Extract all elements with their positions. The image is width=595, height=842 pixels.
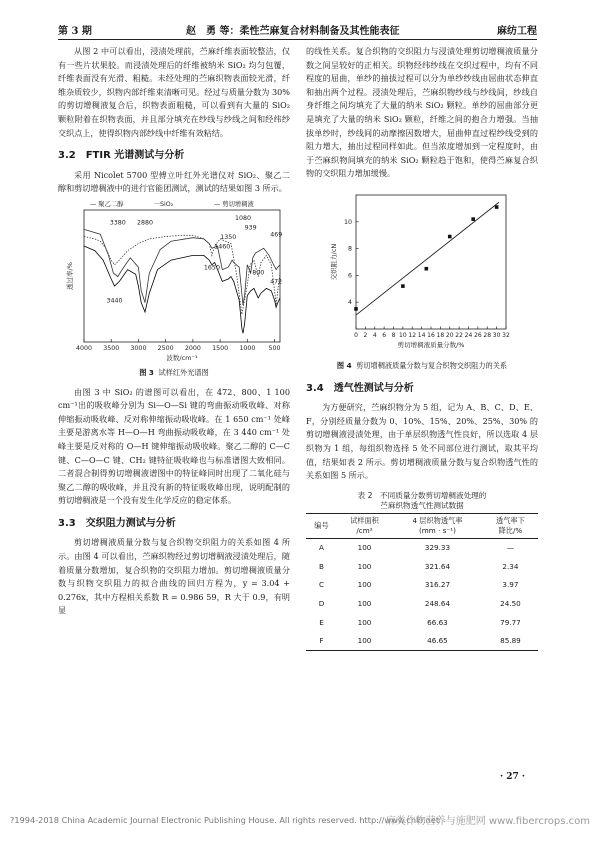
peak-label: 3440 xyxy=(106,297,123,305)
x-tick-label: 2000 xyxy=(184,344,201,352)
peak-label: 1460 xyxy=(214,243,231,251)
figure-3-title: 试样红外光谱图 xyxy=(158,367,209,377)
peak-label: 469 xyxy=(270,231,283,239)
table-cell: 24.50 xyxy=(500,598,521,608)
paragraph-ftir-method: 采用 Nicolet 5700 型傅立叶红外光谱仪对 SiO₂、聚乙二醇和剪切增稠液中的进行官能团测试，测试的结果如图 3 所示。 xyxy=(58,169,290,194)
x-tick-label: 8 xyxy=(391,331,396,339)
table-cell: 46.65 xyxy=(392,632,483,651)
table-2-caption-line2: 苎麻织物透气性测试数据 xyxy=(380,500,464,510)
x-axis-label: 剪切增稠液质量分数/% xyxy=(397,340,465,349)
peak-label: 1650 xyxy=(203,264,220,272)
x-tick-label: 30 xyxy=(492,331,501,339)
y-tick-label: 10 xyxy=(343,218,352,226)
y-tick-label: 6 xyxy=(347,272,352,280)
x-tick-label: 4000 xyxy=(75,344,93,352)
series-line xyxy=(84,229,283,305)
x-tick-label: 18 xyxy=(436,331,445,339)
header-area-label: 试样面积 xyxy=(350,515,379,525)
x-tick-label: 26 xyxy=(474,331,482,339)
peak-label: 800 xyxy=(252,269,265,277)
peak-label: 3380 xyxy=(109,219,126,227)
x-tick-label: 16 xyxy=(427,331,435,339)
legend-entry: ···SiO₂ xyxy=(154,200,174,208)
header-permeability-unit: (mm · s⁻¹) xyxy=(419,525,456,535)
page-number: · 27 · xyxy=(500,772,526,782)
figure-3-caption xyxy=(58,366,290,380)
x-axis-label: 波数/cm⁻¹ xyxy=(166,353,198,362)
table-cell: 100 xyxy=(357,543,372,553)
x-tick-label: 0 xyxy=(354,331,358,339)
table-cell: 100 xyxy=(357,580,372,590)
permeability-table-body xyxy=(306,538,538,651)
journal-name: 麻纺工程 xyxy=(497,26,537,37)
plot-frame xyxy=(356,195,506,329)
table-cell: 100 xyxy=(357,598,372,608)
legend-entry: — 剪切增稠液 xyxy=(214,200,254,208)
data-point xyxy=(425,267,429,271)
x-tick-label: 20 xyxy=(445,331,454,339)
data-point xyxy=(354,307,358,311)
peak-label: 939 xyxy=(244,224,257,232)
footer-copyright: ?1994-2018 China Academic Journal Electronic Publishing House. All rights reserved. http://www.cnki.net xyxy=(10,815,440,825)
table-cell: 100 xyxy=(337,632,392,651)
section-heading-permeability: 3.4 透气性测试与分析 xyxy=(306,382,414,394)
header-decrease-unit: 降比/% xyxy=(498,525,523,535)
x-tick-label: 500 xyxy=(268,344,281,352)
x-tick-label: 24 xyxy=(464,331,473,339)
series-line xyxy=(84,246,283,333)
table-cell: F xyxy=(306,632,337,651)
x-tick-label: 22 xyxy=(455,331,463,339)
table-cell: 329.33 xyxy=(424,543,451,553)
table-row xyxy=(306,594,538,613)
ir-spectra-chart xyxy=(58,196,290,364)
right-column xyxy=(306,45,538,651)
y-tick-label: 8 xyxy=(347,245,352,253)
figure-resistance-fit xyxy=(306,189,538,373)
peak-label: 1350 xyxy=(220,233,237,241)
permeability-table xyxy=(306,513,538,652)
x-tick-label: 28 xyxy=(483,331,492,339)
section-heading-ftir: 3.2 FTIR 光谱测试与分析 xyxy=(58,150,185,162)
x-tick-label: 4 xyxy=(372,331,377,339)
resistance-scatter-chart xyxy=(306,189,538,357)
table-row xyxy=(306,613,538,632)
y-tick-label: 4 xyxy=(347,299,352,307)
table-row xyxy=(306,538,538,557)
table-2-caption xyxy=(306,491,538,511)
peak-label: 1080 xyxy=(234,214,251,222)
peak-label: 472 xyxy=(270,278,283,286)
header-article-title: 赵 勇 等：柔性苎麻复合材料制备及其性能表征 xyxy=(186,26,400,37)
table-row xyxy=(306,632,538,651)
x-tick-label: 12 xyxy=(408,331,417,339)
paragraph-interlacing-mechanism: 的线性关系。复合织物的交织阻力与浸渍处理剪切增稠液质量分数之间呈较好的正相关。织物经纬纱线在交织过程中，均有不同程度的屈曲，单纱的抽拔过程可以分为单纱纱线由屈曲状态伸直和抽出两个过程。浸渍处理后，苎麻织物纱线与纱线间，纱线自身纤维之间均填充了大量的纳米 SiO₂ 颗粒。单纱的屈曲部分更是填充了大量的纳米 SiO₂ 颗粒，纤维之间的抱合力增强。当抽拔单纱时，纱线间的动摩擦因数增大，屈曲伸直过程纱线受到的阻力增大，抽出过程同样如此。但当浓度增加到一定程度时，由于苎麻织物间填充的纳米 SiO₂ 颗粒趋于饱和，使得苎麻复合织物的交织阻力增加缓慢。 xyxy=(306,46,538,179)
table-cell: 85.89 xyxy=(483,632,538,651)
issue-number: 第 3 期 xyxy=(58,26,92,37)
table-header-area xyxy=(337,513,392,538)
table-cell: C xyxy=(318,580,324,590)
header-id-label: 编号 xyxy=(314,520,329,530)
data-point xyxy=(448,235,452,239)
table-cell: A xyxy=(319,543,324,553)
left-column xyxy=(58,45,290,618)
table-cell: 79.77 xyxy=(500,617,521,627)
x-tick-label: 32 xyxy=(502,331,510,339)
regression-line xyxy=(356,202,499,315)
page-footer xyxy=(10,815,590,825)
figure-4-title: 剪切增稠液质量分数与复合织物交织阻力的关系 xyxy=(356,360,508,370)
table-cell: 100 xyxy=(357,617,372,627)
y-axis-label: 交织阻力/cN xyxy=(330,243,338,281)
header-rule xyxy=(58,39,537,40)
header-permeability-label: 4 层织物透气率 xyxy=(412,515,463,525)
y-axis-label: 透过率/% xyxy=(66,262,74,290)
figure-4-number: 图 4 xyxy=(336,360,352,370)
x-tick-label: 14 xyxy=(417,331,426,339)
table-cell: E xyxy=(319,617,324,627)
table-cell: — xyxy=(506,543,515,553)
table-cell: 316.27 xyxy=(424,580,451,590)
x-tick-label: 1500 xyxy=(212,344,229,352)
table-header-id xyxy=(306,513,337,538)
header-decrease-label: 透气率下 xyxy=(496,515,525,525)
figure-ir-spectra xyxy=(58,196,290,380)
legend-entry: — 聚乙二醇 xyxy=(90,200,124,208)
data-point xyxy=(495,205,499,209)
paragraph-interlacing-resistance: 剪切增稠液质量分数与复合织物交织阻力的关系如图 4 所示。由图 4 可以看出，苎麻织物经过剪切增稠液浸渍处理后，随着质量分数增加，复合织物的交织阻力增加。剪切增稠液质量分数与织物交织阻力的拟合曲线的回归方程为，y = 3.04 + 0.276x，其中方程相关系数 R = 0.986 59，R 大于 0.9，有明显 xyxy=(58,537,290,616)
table-cell: B xyxy=(319,561,324,571)
data-point xyxy=(471,217,475,221)
data-point xyxy=(401,284,405,288)
paragraph-permeability: 为方便研究，苎麻织物分为 5 组，记为 A、B、C、D、E、F，分别经质量分数为 0、10%、15%、20%、25%、30% 的剪切增稠液浸渍处理，由于单层织物透气性良好，所以选取 4 层织物为 1 组，每组织物选择 5 处不同部位进行测试，取其平均值，结果如表 2 所示。剪切增稠液质量分数与复合织物透气性的关系如图 5 所示。 xyxy=(306,402,538,481)
figure-3-number: 图 3 xyxy=(139,367,154,377)
table-cell: D xyxy=(318,598,325,608)
header-area-unit: /cm² xyxy=(356,525,373,535)
x-tick-label: 1000 xyxy=(239,344,256,352)
table-cell: 100 xyxy=(357,561,372,571)
table-cell: 3.97 xyxy=(502,580,519,590)
table-2-caption-line1: 表 2 不同质量分数剪切增稠液处理的 xyxy=(357,490,487,500)
footer-watermark: 麻类作物营养与施肥网 www.fibercrops.com xyxy=(385,816,590,827)
running-header xyxy=(58,22,537,38)
table-cell: 2.34 xyxy=(502,561,519,571)
x-tick-label: 2 xyxy=(363,331,368,339)
x-tick-label: 10 xyxy=(399,331,407,339)
x-tick-label: 3000 xyxy=(130,344,147,352)
peak-label: 2880 xyxy=(136,219,153,227)
table-header-decrease xyxy=(483,513,538,538)
table-row xyxy=(306,576,538,595)
x-tick-label: 3500 xyxy=(103,344,120,352)
table-cell: 321.64 xyxy=(424,561,451,571)
table-header-permeability xyxy=(392,513,483,538)
table-cell: 66.63 xyxy=(427,617,448,627)
table-row xyxy=(306,557,538,576)
paragraph-fiber-surface: 从图 2 中可以看出，浸渍处理前，苎麻纤维表面较整洁，仅有一些片状果胶。而浸渍处理后的纤维被纳米 SiO₂ 均匀包覆，纤维表面没有光滑、粗糙。未经处理的苎麻织物表面较光滑，纤维杂质较少，织物内部纤维束清晰可见。经过与质量分数为 30% 的剪切增稠液复合后，织物表面粗糙，可以看到有大量的 SiO₂ 颗粒附着在织物表面，并且部分填充在纱线与纱线之间和经纬纱交织点上，使得织物内部纱线中纤维有效粘结。 xyxy=(58,46,290,138)
x-tick-label: 2500 xyxy=(157,344,174,352)
section-heading-interlacing: 3.3 交织阻力测试与分析 xyxy=(58,517,176,529)
x-tick-label: 6 xyxy=(382,331,387,339)
table-cell: 248.64 xyxy=(424,598,451,608)
paragraph-ftir-analysis: 由图 3 中 SiO₂ 的谱图可以看出，在 472、800、1 100 cm⁻¹出的吸收峰分别为 Si—O—Si 键的弯曲振动吸收峰、对称伸缩振动吸收峰、反对称伸缩振动吸收峰。在 1 650 cm⁻¹ 处峰主要是游离水等 H—O—H 弯曲振动吸收峰，在 3 440 cm⁻¹ 处峰主要是反对称的 O—H 键伸缩振动吸收峰。聚乙二醇的 C—C 键、C—O—C 键、CH₂ 键特征吸收峰也与标准谱图大致相同。二者混合制得剪切增稠液谱图中的特征峰同时出现了二氧化硅与聚乙二醇的吸收峰，并且没有新的特征吸收峰出现，说明配制的剪切增稠液是一个没有发生化学反应的稳定体系。 xyxy=(58,386,290,506)
figure-4-caption xyxy=(306,359,538,373)
